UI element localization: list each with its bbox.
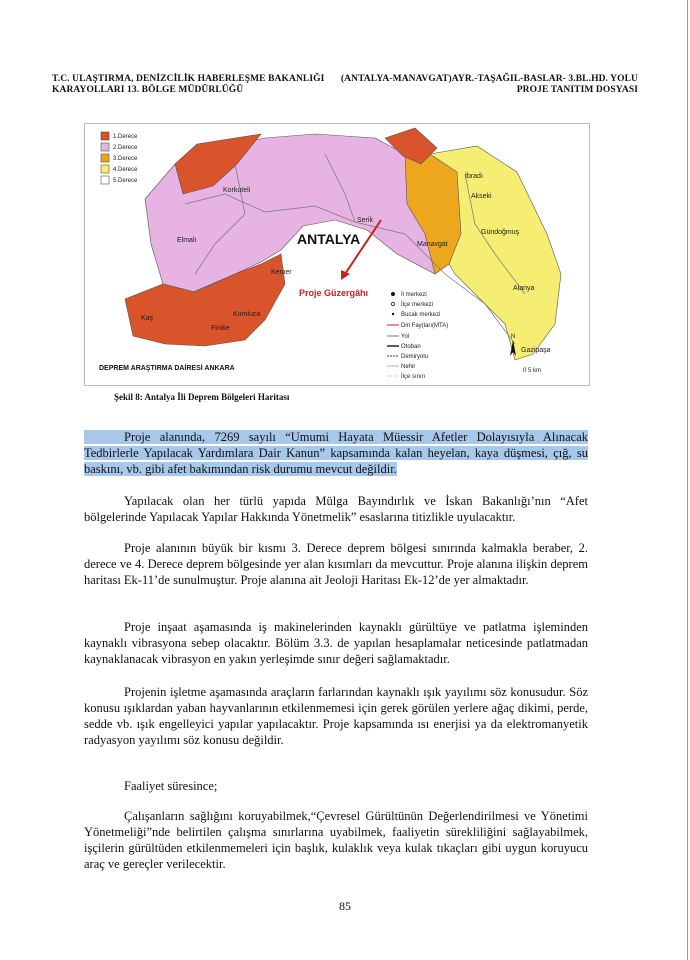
place-manavgat: Manavgat xyxy=(417,241,448,248)
sym-bucak-merkezi: Bucak merkezi xyxy=(401,312,441,318)
legend-label-4: 4.Derece xyxy=(113,167,138,173)
page-number: 85 xyxy=(339,899,351,913)
map-svg xyxy=(85,124,589,385)
place-alanya: Alanya xyxy=(513,285,535,292)
sym-nehir: Nehir xyxy=(401,364,416,370)
sym-demiryolu: Demiryolu xyxy=(401,354,429,360)
paragraph-6: Faaliyet süresince; xyxy=(124,779,218,793)
paragraph-5: Projenin işletme aşamasında araçların farlarından kaynaklı ışık yayılımı söz konusudur. Söz konusu ışıklardan yaban hayvanlarının etkilenmemesi için gerek görülen yerlere ağaç dikimi, perde, sedde vb. ışık engelleyici yapılar yapılacaktır. Proje kapsamında ısı enerjisi ya da elektromanyetik radyasyon yayılımı söz konusu değildir. xyxy=(84,685,588,747)
sym-ilce-merkezi: İlçe merkezi xyxy=(401,302,434,308)
scale-text: 0 5 km xyxy=(523,368,542,374)
header-directorate: KARAYOLLARI 13. BÖLGE MÜDÜRLÜĞÜ xyxy=(52,85,244,95)
sym-diri-fay: Diri Fay(ları(MTA) xyxy=(401,323,449,329)
legend-swatch-1 xyxy=(101,132,109,140)
paragraph-2: Yapılacak olan her türlü yapıda Mülga Bayındırlık ve İskan Bakanlığı’nın “Afet bölgelerinde Yapılacak Yapılar Hakkında Yönetmelik” esaslarına titizlikle uyulacaktır. xyxy=(84,494,588,524)
place-gundogmus: Gündoğmuş xyxy=(481,229,520,236)
place-elmali: Elmalı xyxy=(177,237,197,244)
paragraph-7: Çalışanların sağlığını koruyabilmek,“Çevresel Gürültünün Değerlendirilmesi ve Yönetimi Yönetmeliği”nde belirtilen çalışma sınırlarına uyabilmek, faaliyetin sürekliliğini sağlayabilmek, işçilerin gürültüden etkilenmemeleri için başlık, kulaklık veya kulak tıkaçları gibi uygun koruyucu araç ve gereçler verilecektir. xyxy=(84,809,588,871)
legend-swatch-2 xyxy=(101,143,109,151)
legend-label-2: 2.Derece xyxy=(113,145,138,151)
place-ibradi: İbradı xyxy=(465,173,483,180)
paragraph-3: Proje alanının büyük bir kısmı 3. Derece deprem bölgesi sınırında kalmakla beraber, 2. derece ve 4. Derece deprem bölgesinde yer alan kısımları da mevcuttur. Proje alanına ilişkin deprem haritası Ek-11’de sunulmuştur. Proje alanına ait Jeoloji Haritası Ek-12’de yer almaktadır. xyxy=(84,541,588,587)
header-ministry: T.C. ULAŞTIRMA, DENİZCİLİK HABERLEŞME BAKANLIĞI xyxy=(52,74,325,84)
header-project: (ANTALYA-MANAVGAT)AYR.-TAŞAĞIL-BASLAR- 3.BL.HD. YOLU xyxy=(340,74,638,84)
paragraph-4: Proje inşaat aşamasında iş makinelerinden kaynaklı gürültüye ve patlatma işleminden kaynaklı vibrasyona sebep olacaktır. Bölüm 3.3. de yapılan hesaplamalar neticesinde patlatmadan kaynaklanacak vibrasyon en yakın yerleşimde sınır değeri sağlamaktadır. xyxy=(84,620,588,666)
north-label: N xyxy=(511,334,516,340)
header-doc-type: PROJE TANITIM DOSYASI xyxy=(516,85,638,95)
symbol-legend xyxy=(387,291,448,380)
map-source: DEPREM ARAŞTIRMA DAİRESİ ANKARA xyxy=(99,365,235,372)
place-akseki: Akseki xyxy=(471,193,492,200)
route-label: Proje Güzergâhı xyxy=(299,288,369,298)
document-header xyxy=(52,74,638,96)
legend-swatch-4 xyxy=(101,165,109,173)
place-gazipasa: Gazipaşa xyxy=(521,347,551,354)
place-finike: Finike xyxy=(211,325,230,332)
sym-il-merkezi: İl merkezi xyxy=(401,292,427,298)
place-kas: Kaş xyxy=(141,315,154,322)
legend-label-5: 5.Derece xyxy=(113,178,138,184)
place-kumluca: Kumluca xyxy=(233,311,261,318)
figure-caption: Şekil 8: Antalya İli Deprem Bölgeleri Haritası xyxy=(114,392,290,402)
legend-label-3: 3.Derece xyxy=(113,156,138,162)
place-serik: Serik xyxy=(357,217,373,224)
map-title: ANTALYA xyxy=(297,231,361,247)
legend-swatch-3 xyxy=(101,154,109,162)
place-kemer: Kemer xyxy=(271,269,292,276)
page-edge xyxy=(687,0,688,960)
earthquake-zone-map xyxy=(84,123,590,386)
place-korkuteli: Korkuteli xyxy=(223,187,251,194)
sym-yol: Yol xyxy=(401,334,410,340)
legend-label-1: 1.Derece xyxy=(113,134,138,140)
sym-ilce-siniri: İlçe sınırı xyxy=(401,374,426,380)
sym-otoban: Otoban xyxy=(401,344,421,350)
legend-swatch-5 xyxy=(101,176,109,184)
paragraph-1: Proje alanında, 7269 sayılı “Umumi Hayata Müessir Afetler Dolayısıyla Alınacak Tedbirlerle Yapılacak Yardımlara Dair Kanun” kapsamında kalan heyelan, kaya düşmesi, çığ, su baskını, vb. gibi afet bakımından risk durumu mevcut değildir. xyxy=(84,430,588,476)
